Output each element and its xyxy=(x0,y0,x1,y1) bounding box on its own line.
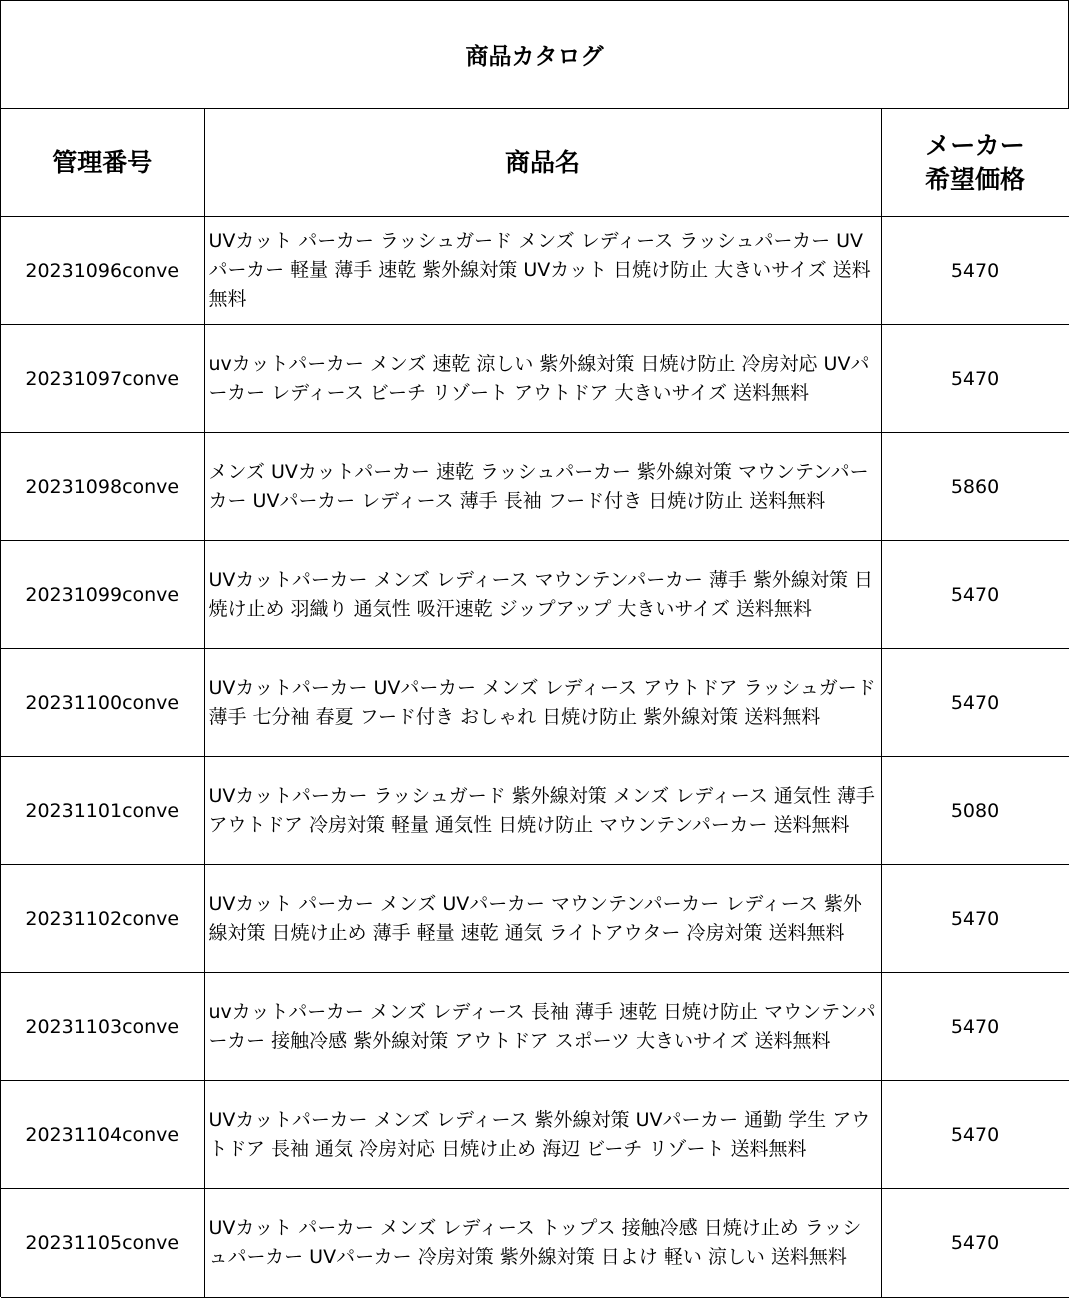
cell-id: 20231104conve xyxy=(1,1081,204,1189)
table-row xyxy=(1,1189,1069,1298)
header-name: 商品名 xyxy=(204,109,881,217)
cell-name: UVカットパーカー メンズ レディース マウンテンパーカー 薄手 紫外線対策 日焼け止め 羽織り 通気性 吸汗速乾 ジップアップ 大きいサイズ 送料無料 xyxy=(204,541,881,649)
cell-id: 20231096conve xyxy=(1,217,204,325)
table-row xyxy=(1,973,1069,1081)
cell-id: 20231101conve xyxy=(1,757,204,865)
cell-id: 20231099conve xyxy=(1,541,204,649)
cell-price: 5470 xyxy=(881,217,1069,325)
cell-price: 5860 xyxy=(881,433,1069,541)
cell-price: 5470 xyxy=(881,541,1069,649)
header-id: 管理番号 xyxy=(1,109,204,217)
cell-price: 5470 xyxy=(881,649,1069,757)
cell-price: 5470 xyxy=(881,1189,1069,1298)
table-row xyxy=(1,325,1069,433)
cell-id: 20231105conve xyxy=(1,1189,204,1298)
header-row xyxy=(1,109,1069,217)
table-row xyxy=(1,1081,1069,1189)
table-row xyxy=(1,649,1069,757)
cell-price: 5470 xyxy=(881,1081,1069,1189)
cell-name: uvカットパーカー メンズ 速乾 涼しい 紫外線対策 日焼け防止 冷房対応 UVパーカー レディース ビーチ リゾート アウトドア 大きいサイズ 送料無料 xyxy=(204,325,881,433)
table-row xyxy=(1,757,1069,865)
cell-price: 5080 xyxy=(881,757,1069,865)
cell-name: UVカット パーカー ラッシュガード メンズ レディース ラッシュパーカー UVパーカー 軽量 薄手 速乾 紫外線対策 UVカット 日焼け防止 大きいサイズ 送料無料 xyxy=(204,217,881,325)
cell-name: UVカットパーカー UVパーカー メンズ レディース アウトドア ラッシュガード 薄手 七分袖 春夏 フード付き おしゃれ 日焼け防止 紫外線対策 送料無料 xyxy=(204,649,881,757)
cell-price: 5470 xyxy=(881,865,1069,973)
table-row xyxy=(1,865,1069,973)
cell-id: 20231102conve xyxy=(1,865,204,973)
cell-id: 20231100conve xyxy=(1,649,204,757)
cell-price: 5470 xyxy=(881,973,1069,1081)
cell-name: UVカット パーカー メンズ UVパーカー マウンテンパーカー レディース 紫外線対策 日焼け止め 薄手 軽量 速乾 通気 ライトアウター 冷房対策 送料無料 xyxy=(204,865,881,973)
catalog-title: 商品カタログ xyxy=(1,1,1069,109)
cell-name: UVカットパーカー メンズ レディース 紫外線対策 UVパーカー 通勤 学生 アウトドア 長袖 通気 冷房対応 日焼け止め 海辺 ビーチ リゾート 送料無料 xyxy=(204,1081,881,1189)
catalog-table xyxy=(1,109,1069,1298)
cell-id: 20231098conve xyxy=(1,433,204,541)
cell-id: 20231103conve xyxy=(1,973,204,1081)
cell-name: uvカットパーカー メンズ レディース 長袖 薄手 速乾 日焼け防止 マウンテンパーカー 接触冷感 紫外線対策 アウトドア スポーツ 大きいサイズ 送料無料 xyxy=(204,973,881,1081)
cell-name: メンズ UVカットパーカー 速乾 ラッシュパーカー 紫外線対策 マウンテンパーカー UVパーカー レディース 薄手 長袖 フード付き 日焼け防止 送料無料 xyxy=(204,433,881,541)
table-row xyxy=(1,217,1069,325)
cell-name: UVカットパーカー ラッシュガード 紫外線対策 メンズ レディース 通気性 薄手 アウトドア 冷房対策 軽量 通気性 日焼け防止 マウンテンパーカー 送料無料 xyxy=(204,757,881,865)
cell-id: 20231097conve xyxy=(1,325,204,433)
table-row xyxy=(1,433,1069,541)
table-row xyxy=(1,541,1069,649)
header-price: メーカー 希望価格 xyxy=(881,109,1069,217)
cell-price: 5470 xyxy=(881,325,1069,433)
cell-name: UVカット パーカー メンズ レディース トップス 接触冷感 日焼け止め ラッシュパーカー UVパーカー 冷房対策 紫外線対策 日よけ 軽い 涼しい 送料無料 xyxy=(204,1189,881,1298)
